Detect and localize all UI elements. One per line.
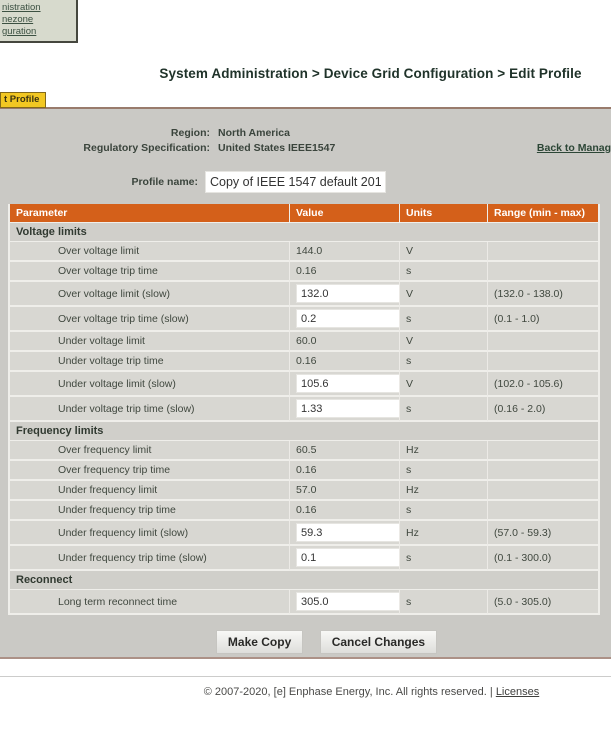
value-input[interactable]: [296, 592, 400, 611]
range-cell: [488, 441, 598, 461]
value-cell: [290, 397, 400, 422]
range-cell: (57.0 - 59.3): [488, 521, 598, 546]
range-cell: (132.0 - 138.0): [488, 282, 598, 307]
param-cell: Over voltage limit (slow): [10, 282, 290, 307]
table-row: [10, 332, 598, 352]
range-cell: [488, 481, 598, 501]
context-menu-popup: [0, 0, 78, 43]
units-cell: s: [400, 501, 488, 521]
section-header: Voltage limits: [10, 223, 598, 242]
section-header: Frequency limits: [10, 422, 598, 441]
licenses-link[interactable]: Licenses: [495, 686, 540, 698]
action-buttons: [0, 630, 611, 654]
table-row: [10, 481, 598, 501]
value-cell: [290, 590, 400, 615]
param-cell: Under voltage trip time: [10, 352, 290, 372]
region-value: North America: [218, 127, 290, 139]
table-row: [10, 242, 598, 262]
range-cell: [488, 352, 598, 372]
param-cell: Under frequency limit: [10, 481, 290, 501]
region-label: Region:: [170, 127, 210, 139]
parameters-table: [8, 204, 600, 615]
units-cell: s: [400, 352, 488, 372]
value-cell: 57.0: [290, 481, 400, 501]
table-row: [10, 307, 598, 332]
param-cell: Over voltage trip time: [10, 262, 290, 282]
units-cell: V: [400, 332, 488, 352]
regulatory-spec-label: Regulatory Specification:: [83, 142, 210, 154]
profile-name-input[interactable]: [205, 171, 386, 193]
copyright-text: © 2007-2020, [e] Enphase Energy, Inc. All rights reserved. |: [203, 686, 493, 698]
param-cell: Under frequency trip time: [10, 501, 290, 521]
range-cell: [488, 501, 598, 521]
table-row: [10, 590, 598, 615]
edit-profile-panel: [0, 109, 611, 659]
table-row: [10, 372, 598, 397]
tab-bar: [0, 94, 611, 109]
value-input[interactable]: [296, 309, 400, 328]
param-cell: Over frequency limit: [10, 441, 290, 461]
range-cell: [488, 262, 598, 282]
units-cell: s: [400, 461, 488, 481]
menu-item-administration[interactable]: nistration: [2, 2, 41, 13]
value-input[interactable]: [296, 399, 400, 418]
value-cell: 60.5: [290, 441, 400, 461]
value-cell: [290, 282, 400, 307]
units-cell: V: [400, 282, 488, 307]
table-row: [10, 501, 598, 521]
table-row: [10, 352, 598, 372]
section-row: [10, 571, 598, 590]
range-cell: (0.1 - 1.0): [488, 307, 598, 332]
profile-name-row: [0, 171, 611, 193]
table-header-row: [10, 204, 598, 223]
range-cell: [488, 332, 598, 352]
section-row: [10, 422, 598, 441]
table-row: [10, 546, 598, 571]
footer: [0, 686, 611, 698]
value-cell: [290, 546, 400, 571]
page-title: System Administration > Device Grid Configuration > Edit Profile: [159, 66, 582, 81]
range-cell: (0.1 - 300.0): [488, 546, 598, 571]
value-cell: [290, 372, 400, 397]
param-cell: Over frequency trip time: [10, 461, 290, 481]
table-row: [10, 521, 598, 546]
units-cell: s: [400, 546, 488, 571]
units-cell: V: [400, 242, 488, 262]
range-cell: (5.0 - 305.0): [488, 590, 598, 615]
param-cell: Over voltage limit: [10, 242, 290, 262]
table-row: [10, 461, 598, 481]
section-row: [10, 223, 598, 242]
units-cell: s: [400, 307, 488, 332]
column-header-range: Range (min - max): [488, 204, 598, 223]
units-cell: s: [400, 262, 488, 282]
menu-item-timezone[interactable]: nezone: [2, 14, 34, 25]
units-cell: s: [400, 590, 488, 615]
param-cell: Under voltage limit (slow): [10, 372, 290, 397]
param-cell: Under voltage trip time (slow): [10, 397, 290, 422]
units-cell: V: [400, 372, 488, 397]
column-header-parameter: Parameter: [10, 204, 290, 223]
value-cell: [290, 307, 400, 332]
regulatory-spec-value: United States IEEE1547: [218, 142, 336, 154]
profile-info: [0, 127, 611, 154]
back-to-manage-link[interactable]: Back to Manag: [536, 142, 611, 154]
table-row: [10, 262, 598, 282]
value-input[interactable]: [296, 374, 400, 393]
units-cell: Hz: [400, 521, 488, 546]
column-header-value: Value: [290, 204, 400, 223]
range-cell: [488, 242, 598, 262]
range-cell: (102.0 - 105.6): [488, 372, 598, 397]
table-row: [10, 397, 598, 422]
value-cell: 0.16: [290, 461, 400, 481]
value-cell: [290, 521, 400, 546]
param-cell: Under frequency trip time (slow): [10, 546, 290, 571]
param-cell: Under frequency limit (slow): [10, 521, 290, 546]
units-cell: Hz: [400, 441, 488, 461]
table-row: [10, 441, 598, 461]
value-cell: 60.0: [290, 332, 400, 352]
value-cell: 0.16: [290, 352, 400, 372]
value-cell: 0.16: [290, 262, 400, 282]
column-header-units: Units: [400, 204, 488, 223]
units-cell: s: [400, 397, 488, 422]
table-row: [10, 282, 598, 307]
param-cell: Over voltage trip time (slow): [10, 307, 290, 332]
value-input[interactable]: [296, 548, 400, 567]
value-input[interactable]: [296, 523, 400, 542]
make-copy-button[interactable]: Make Copy: [216, 630, 303, 654]
menu-item-configuration[interactable]: guration: [2, 26, 37, 37]
tab-edit-profile[interactable]: t Profile: [0, 92, 46, 108]
value-cell: 0.16: [290, 501, 400, 521]
range-cell: [488, 461, 598, 481]
units-cell: Hz: [400, 481, 488, 501]
cancel-changes-button[interactable]: Cancel Changes: [320, 630, 437, 654]
value-input[interactable]: [296, 284, 400, 303]
range-cell: (0.16 - 2.0): [488, 397, 598, 422]
section-header: Reconnect: [10, 571, 598, 590]
profile-name-label: Profile name:: [131, 176, 198, 188]
footer-divider: [0, 676, 611, 677]
param-cell: Long term reconnect time: [10, 590, 290, 615]
value-cell: 144.0: [290, 242, 400, 262]
param-cell: Under voltage limit: [10, 332, 290, 352]
